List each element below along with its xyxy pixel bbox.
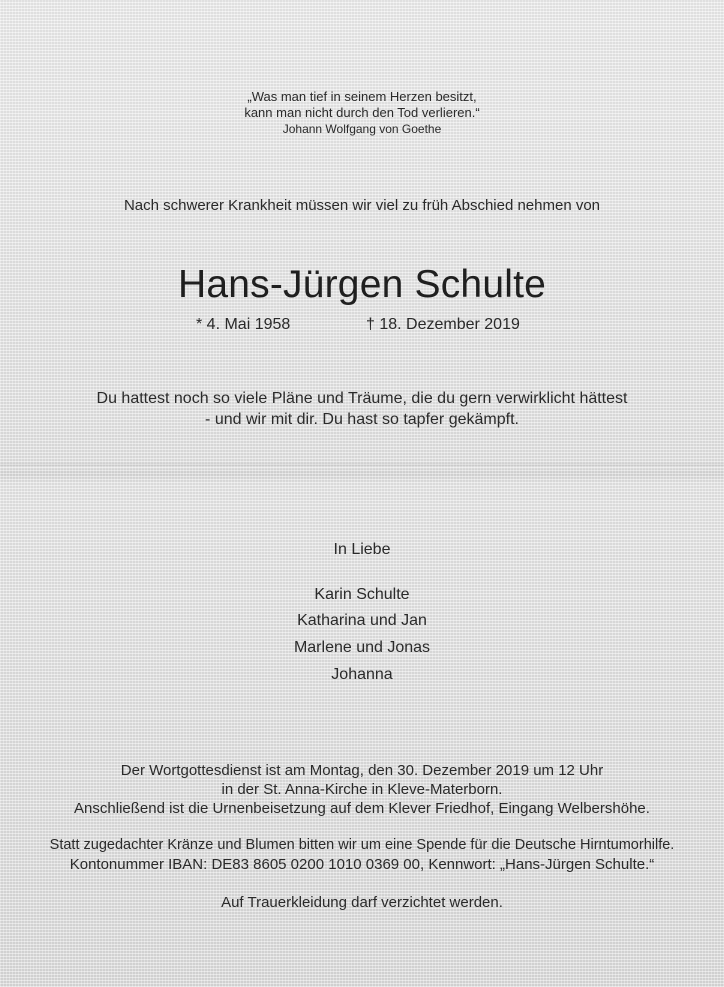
quote-author: Johann Wolfgang von Goethe [282,122,442,136]
mourner-name: Marlene und Jonas [293,639,431,656]
death-date: † 18. Dezember 2019 [366,316,520,333]
deceased-name: Hans-Jürgen Schulte [178,263,546,306]
service-line-3: Anschließend ist die Urnenbeisetzung auf dem Klever Friedhof, Eingang Welbershöhe. [74,800,650,817]
dress-code-note: Auf Trauerkleidung darf verzichtet werden. [221,894,503,911]
mourner-name: Karin Schulte [314,586,410,603]
service-line-1: Der Wortgottesdienst ist am Montag, den 30. Dezember 2019 um 12 Uhr [120,762,604,779]
mourner-name: Katharina und Jan [297,612,427,629]
mourners-heading: In Liebe [333,541,391,558]
quote-line-1: „Was man tief in seinem Herzen besitzt, [247,89,477,104]
paper-fold [0,462,724,470]
mourner-name: Johanna [331,666,393,683]
quote-line-2: kann man nicht durch den Tod verlieren.“ [244,105,480,120]
intro-text: Nach schwerer Krankheit müssen wir viel zu früh Abschied nehmen von [123,197,601,214]
message-line-1: Du hattest noch so viele Pläne und Träume, die du gern verwirklicht hättest [96,390,628,407]
service-line-2: in der St. Anna-Kirche in Kleve-Materborn. [221,781,503,798]
message-line-2: - und wir mit dir. Du hast so tapfer gekämpft. [205,411,519,428]
donation-line-2: Kontonummer IBAN: DE83 8605 0200 1010 0369 00, Kennwort: „Hans-Jürgen Schulte.“ [69,856,655,873]
birth-date: * 4. Mai 1958 [196,316,291,333]
donation-line-1: Statt zugedachter Kränze und Blumen bitten wir um eine Spende für die Deutsche Hirntumorhilfe. [49,837,675,853]
